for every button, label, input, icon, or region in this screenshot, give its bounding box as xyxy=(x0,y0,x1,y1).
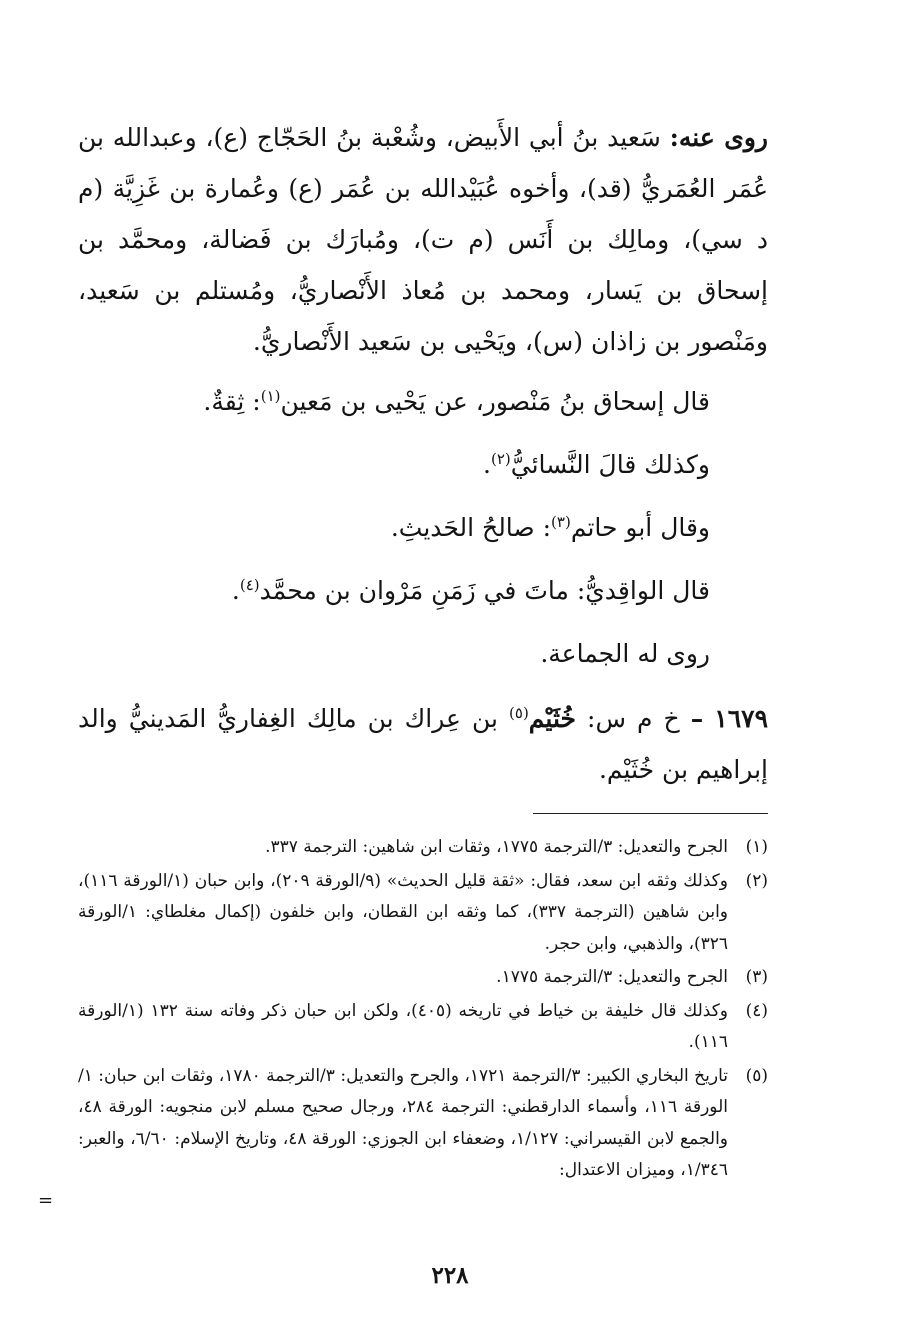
entry-name: خُثَيْم xyxy=(528,704,576,733)
footnote-text: الجرح والتعديل: ٣/الترجمة ١٧٧٥. xyxy=(496,967,728,987)
footnote-5 xyxy=(78,1061,768,1187)
footnote-text: وكذلك قال خليفة بن خياط في تاريخه (٤٠٥)، ولكن ابن حبان ذكر وفاته سنة ١٣٢ (١/الورقة ١١٦). xyxy=(78,1000,728,1052)
entry-codes: خ م س: xyxy=(587,704,680,733)
quote-ibn-maeen xyxy=(78,376,768,427)
footnote-ref-3[interactable]: (٣) xyxy=(551,513,571,531)
footnote-number: (١) xyxy=(745,837,768,857)
quote-verdict: : ثِقةٌ. xyxy=(203,387,261,416)
footnote-2 xyxy=(78,866,768,961)
quote-text: قال الواقِديُّ: ماتَ في زَمَنِ مَرْوان بن محمَّد xyxy=(259,576,710,605)
quote-text: وكذلك قالَ النَّسائيُّ xyxy=(510,450,710,479)
footnote-number: (٣) xyxy=(745,967,768,987)
biography-entry xyxy=(78,693,768,795)
narrated-by-all: روى له الجماعة. xyxy=(540,639,710,668)
narrators-label: روى عنه: xyxy=(669,123,769,152)
quote-waqidi xyxy=(78,565,768,616)
quote-abu-hatim xyxy=(78,502,768,553)
footnotes xyxy=(78,832,768,1189)
footnote-text: الجرح والتعديل: ٣/الترجمة ١٧٧٥، وثقات ابن شاهين: الترجمة ٣٣٧. xyxy=(265,837,728,857)
footnote-ref-1[interactable]: (١) xyxy=(260,387,281,405)
continuation-mark: = xyxy=(38,1190,54,1211)
quote-end: . xyxy=(231,576,240,605)
footnote-ref-4[interactable]: (٤) xyxy=(239,576,260,594)
footnote-number: (٤) xyxy=(745,1000,768,1021)
entry-number: ١٦٧٩ xyxy=(714,704,768,733)
footnote-separator xyxy=(533,813,768,814)
quote-nasai xyxy=(78,439,768,490)
footnote-text: وكذلك وثقه ابن سعد، فقال: «ثقة قليل الحديث» (٩/الورقة ٢٠٩)، وابن حبان (١/الورقة ١١٦)، وابن شاهين (الترجمة ٣٣٧)، كما وثقه ابن القطان، وابن خلفون (إكمال مغلطاي: ١/الورقة ٣٢٦)، والذهبي، وابن حجر. xyxy=(78,870,728,954)
footnote-number: (٥) xyxy=(745,1065,768,1086)
footnote-text: تاريخ البخاري الكبير: ٣/الترجمة ١٧٢١، والجرح والتعديل: ٣/الترجمة ١٧٨٠، وثقات ابن حبان: ١/الورقة ١١٦، وأسماء الدارقطني: الترجمة ٢٨٤، ورجال صحيح مسلم لابن منجويه: الورقة ٤٨، والجمع لابن القيسراني: ١/١٢٧، وضعفاء ابن الجوزي: الورقة ٤٨، وتاريخ الإسلام: ٦/٦٠، والعبر: ١/٣٤٦، وميزان الاعتدال: xyxy=(78,1065,728,1180)
footnote-1 xyxy=(78,832,768,864)
entry-rest: بن عِراك بن مالِك الغِفاريُّ المَدينيُّ والد إبراهيم بن خُثَيْم. xyxy=(78,704,768,784)
page-number: ٢٢٨ xyxy=(431,1262,469,1289)
narrators-paragraph xyxy=(78,112,768,367)
quote-text: وقال أبو حاتم xyxy=(570,513,710,542)
footnote-3 xyxy=(78,962,768,994)
main-text xyxy=(78,112,768,795)
footnote-number: (٢) xyxy=(745,870,768,891)
footnote-ref-2[interactable]: (٢) xyxy=(490,450,511,468)
narrators-text: سَعيد بنُ أبي الأَبيض، وشُعْبة بنُ الحَجّاج (ع)، وعبدالله بن عُمَر العُمَريُّ (قد)، وأخوه عُبَيْدالله بن عُمَر (ع) وعُمارة بن غَزِيَّة (م د سي)، ومالِك بن أَنَس (م ت)، ومُبارَك بن فَضالة، ومحمَّد بن إسحاق بن يَسار، ومحمد بن مُعاذ الأَنْصاريُّ، ومُستلم بن سَعيد، ومَنْصور بن زاذان (س)، ويَحْيى بن سَعيد الأَنْصاريُّ. xyxy=(78,123,768,356)
quote-text: قال إسحاق بنُ مَنْصور، عن يَحْيى بن مَعين xyxy=(280,387,710,416)
quote-verdict: : صالحُ الحَديثِ. xyxy=(390,513,552,542)
entry-dash: – xyxy=(690,704,704,733)
footnote-ref-5[interactable]: (٥) xyxy=(509,704,529,722)
quote-end: . xyxy=(483,450,491,479)
footnote-4 xyxy=(78,996,768,1059)
